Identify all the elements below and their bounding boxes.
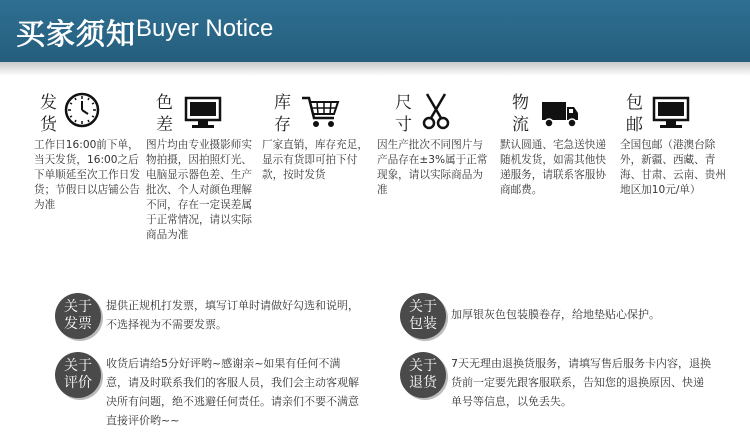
badge-line-1: 关于 <box>64 358 92 374</box>
column-stock <box>262 88 374 181</box>
notice-header <box>0 0 750 62</box>
monitor-icon <box>184 96 222 130</box>
column-word-2: 邮 <box>626 115 643 135</box>
return-badge <box>400 352 446 398</box>
column-word-2: 存 <box>274 115 291 135</box>
badge-line-2: 评价 <box>64 375 92 391</box>
column-word-2: 差 <box>156 115 173 135</box>
badge-line-1: 关于 <box>409 299 437 315</box>
invoice-badge <box>55 293 101 339</box>
clock-icon <box>64 92 100 128</box>
column-word-1: 尺 <box>395 93 412 113</box>
column-word-1: 物 <box>512 93 529 113</box>
badge-line-2: 发票 <box>64 316 92 332</box>
badge-line-1: 关于 <box>64 299 92 315</box>
column-text: 全国包邮（港澳台除外，新疆、西藏、青海、甘肃、云南、贵州地区加10元/单） <box>620 139 726 196</box>
column-word-1: 色 <box>156 93 173 113</box>
header-shadow <box>0 62 750 76</box>
column-word-1: 包 <box>626 93 643 113</box>
package-note: 加厚银灰色包装膜卷存，给地垫贴心保护。 <box>451 308 660 321</box>
cart-icon <box>300 94 340 130</box>
column-text: 工作日16:00前下单，当天发货，16:00之后下单顺延至次工作日发货；节假日以店铺公告为准 <box>34 139 140 211</box>
review-badge <box>55 352 101 398</box>
column-shipping <box>34 88 146 211</box>
return-note: 7天无理由退换货服务，请填写售后服务卡内容，退换货前一定要先跟客服联系，告知您的退换原因、快递单号等信息，以免丢失。 <box>451 357 711 408</box>
column-text: 因生产批次不同图片与产品存在±3%属于正常现象，请以实际商品为准 <box>377 139 488 196</box>
title-en: Buyer Notice <box>136 15 274 42</box>
title-cn: 买家须知 <box>16 17 137 51</box>
scissors-icon <box>421 92 451 130</box>
column-color <box>146 88 258 241</box>
badge-line-1: 关于 <box>409 358 437 374</box>
column-size <box>377 88 489 196</box>
column-word-2: 寸 <box>395 115 412 135</box>
badge-line-2: 包装 <box>409 316 437 332</box>
column-word-2: 流 <box>512 115 529 135</box>
column-logistics <box>500 88 612 196</box>
column-word-2: 货 <box>40 115 57 135</box>
column-word-1: 发 <box>40 93 57 113</box>
badge-line-2: 退货 <box>409 375 437 391</box>
column-text: 厂家直销，库存充足，显示有货即可拍下付款，按时发货 <box>262 139 368 181</box>
invoice-note: 提供正规机打发票，填写订单时请做好勾选和说明，不选择视为不需要发票。 <box>106 299 359 331</box>
truck-icon <box>540 98 580 130</box>
column-text: 默认圆通、宅急送快递随机发货，如需其他快递服务，请联系客服协商邮费。 <box>500 139 606 196</box>
monitor-icon <box>652 96 690 130</box>
column-free-shipping <box>620 88 732 196</box>
review-note: 收货后请给5分好评哟~感谢亲~如果有任何不满意，请及时联系我们的客服人员，我们会主动客观解决所有问题，绝不逃避任何责任。请亲们不要不满意直接评价哟~~ <box>106 357 359 427</box>
column-word-1: 库 <box>274 93 291 113</box>
package-badge <box>400 293 446 339</box>
column-text: 图片均由专业摄影师实物拍摄，因拍照灯光、电脑显示器色差、生产批次、个人对颜色理解不同，存在一定误差属于正常情况，请以实际商品为准 <box>146 139 252 241</box>
